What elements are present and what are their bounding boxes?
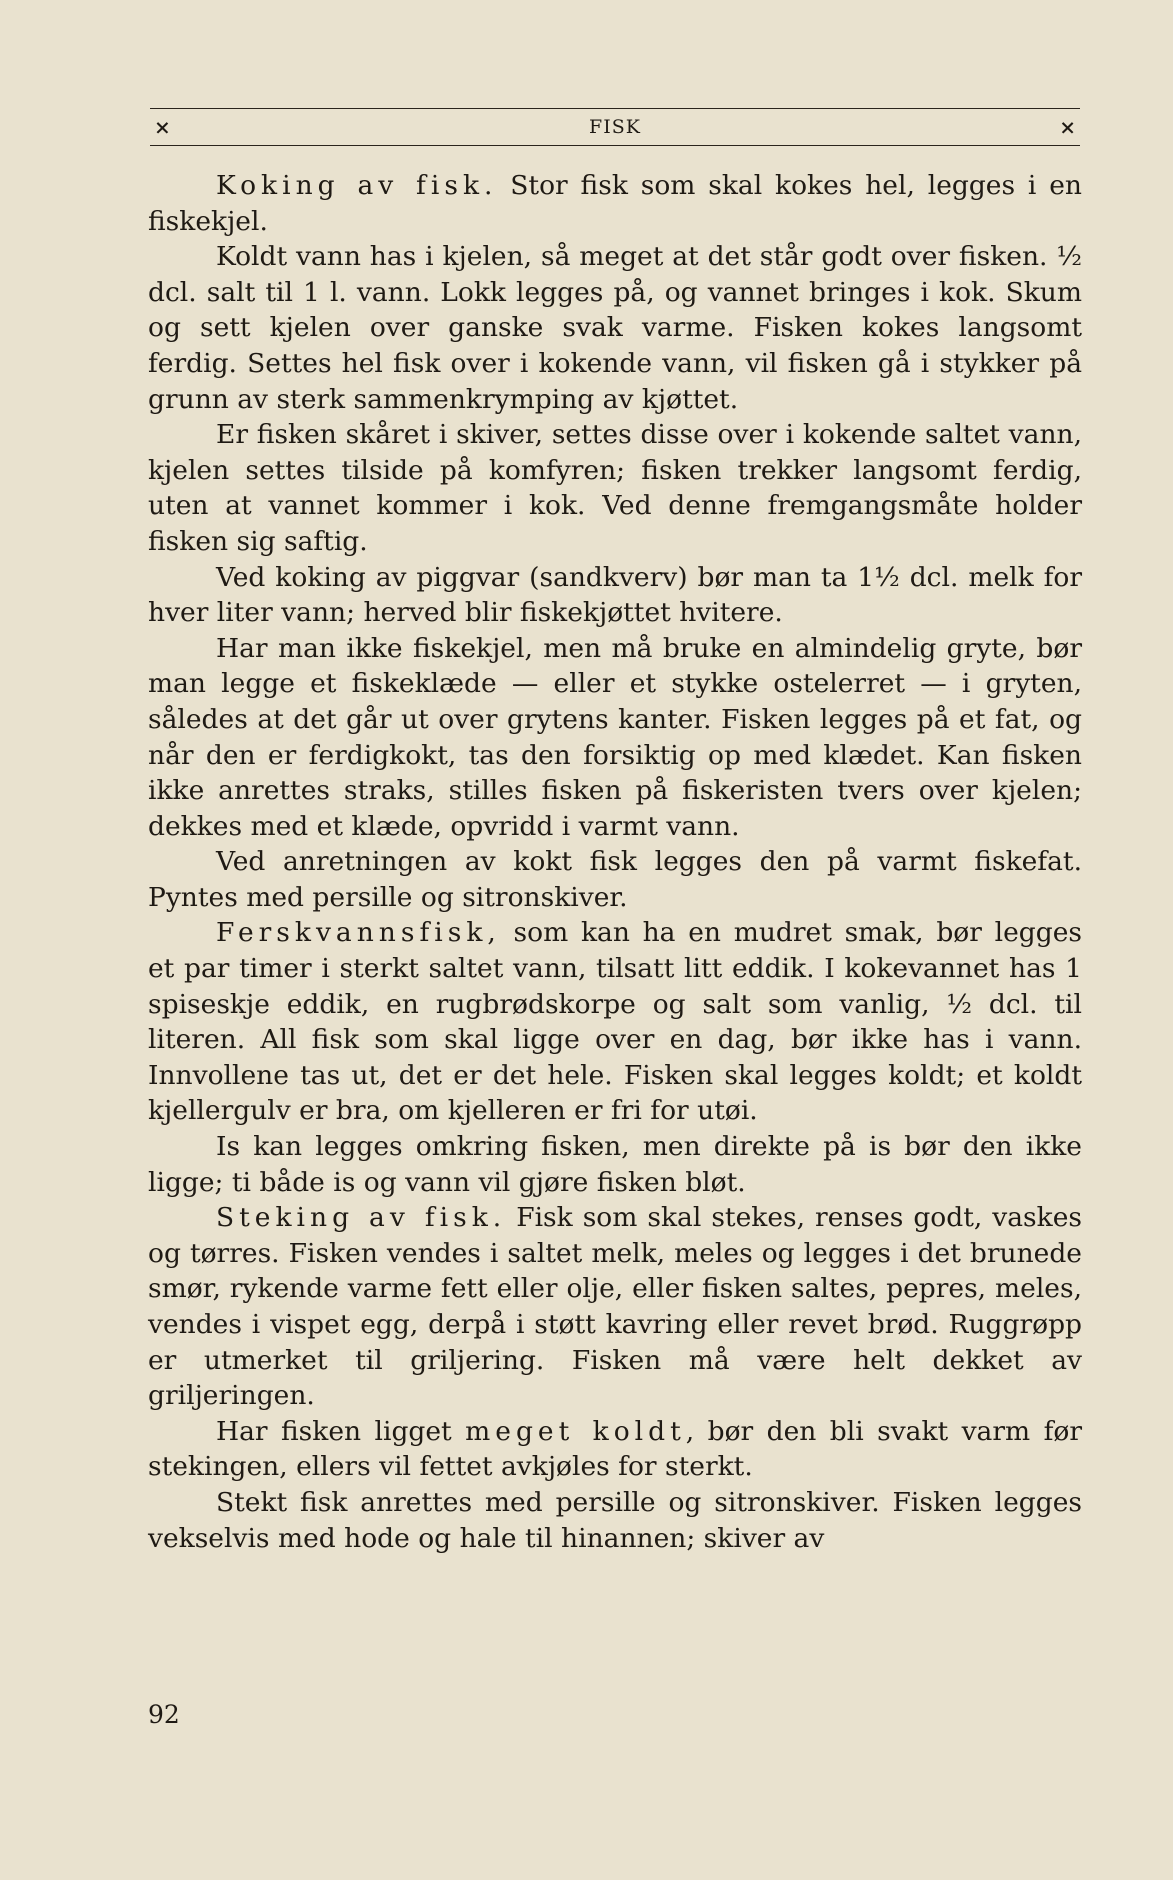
- paragraph: [148, 915, 1082, 1129]
- paragraph: [148, 1485, 1082, 1556]
- paragraph-text: Ved koking av piggvar (sandkverv) bør man ta 1½ dcl. melk for hver liter vann; herved blir fiskekjøttet hvitere.: [148, 561, 1082, 629]
- paragraph: [148, 631, 1082, 845]
- paragraph-text: Koldt vann has i kjelen, så meget at det står godt over fisken. ½ dcl. salt til 1 l. vann. Lokk legges på, og vannet bringes i kok. Skum og sett kjelen over ganske svak varme. Fisken kokes langsomt ferdig. Settes hel fisk over i kokende vann, vil fisken gå i stykker på grunn av sterk sammenkrymping av kjøttet.: [148, 241, 1082, 415]
- page-number: 92: [148, 1700, 180, 1729]
- body-text: [148, 168, 1082, 1556]
- running-title: FISK: [589, 116, 641, 138]
- left-ornament-icon: ×: [154, 115, 171, 139]
- paragraph: [148, 560, 1082, 631]
- paragraph-text: Ved anretningen av kokt fisk legges den på varmt fiskefat. Pyntes med persille og sitronskiver.: [148, 846, 1082, 913]
- paragraph-text: Stor fisk som skal kokes hel, legges i en fiskekjel.: [148, 170, 1082, 237]
- paragraph: [148, 844, 1082, 915]
- paragraph-text: Stekt fisk anrettes med persille og sitronskiver. Fisken legges vekselvis med hode og hale til hinannen; skiver av: [148, 1486, 1082, 1554]
- running-header: [150, 108, 1080, 146]
- paragraph: [148, 168, 1082, 239]
- paragraph-text: , bør den bli svakt varm før stekingen, ellers vil fettet avkjøles for sterkt.: [148, 1415, 1083, 1483]
- paragraph: [148, 1129, 1082, 1200]
- paragraph: [148, 417, 1082, 559]
- section-heading: Steking av fisk.: [216, 1202, 507, 1234]
- paragraph-text: Is kan legges omkring fisken, men direkte på is bør den ikke ligge; ti både is og vann vil gjøre fisken bløt.: [148, 1131, 1082, 1198]
- paragraph-text: Har man ikke fiskekjel, men må bruke en almindelig gryte, bør man legge et fiskeklæde — eller et stykke ostelerret — i gryten, således at det går ut over grytens kanter. Fisken legges på et fat, og når den er ferdigkokt, tas den forsiktig op med klædet. Kan fisken ikke anrettes straks, stilles fisken på fiskeristen tvers over kjelen; dekkes med et klæde, opvridd i varmt vann.: [148, 632, 1082, 842]
- paragraph-text: Har fisken ligget: [216, 1415, 466, 1447]
- emphasis-text: meget koldt: [465, 1415, 686, 1447]
- section-heading: Koking av fisk.: [216, 170, 498, 201]
- paragraph-text: som kan ha en mudret smak, bør legges et par timer i sterkt saltet vann, tilsatt litt eddik. I kokevannet has 1 spiseskje eddik, en rugbrødskorpe og salt som vanlig, ½ dcl. til literen. All fisk som skal ligge over en dag, bør ikke has i vann. Innvollene tas ut, det er det hele. Fisken skal legges koldt; et koldt kjellergulv er bra, om kjelleren er fri for utøi.: [148, 917, 1082, 1127]
- paragraph-text: Er fisken skåret i skiver, settes disse over i kokende saltet vann, kjelen settes tilside på komfyren; fisken trekker langsomt ferdig, uten at vannet kommer i kok. Ved denne fremgangsmåte holder fisken sig saftig.: [148, 419, 1082, 557]
- paragraph-text: Fisk som skal stekes, renses godt, vaskes og tørres. Fisken vendes i saltet melk, meles og legges i det brunede smør, rykende varme fett eller olje, eller fisken saltes, pepres, meles, vendes i vispet egg, derpå i støtt kavring eller revet brød. Ruggrøpp er utmerket til griljering. Fisken må være helt dekket av griljeringen.: [148, 1202, 1082, 1412]
- paragraph: [148, 1414, 1082, 1485]
- paragraph: [148, 239, 1082, 417]
- right-ornament-icon: ×: [1059, 115, 1076, 139]
- section-heading: Ferskvannsfisk,: [216, 917, 501, 949]
- paragraph: [148, 1200, 1082, 1414]
